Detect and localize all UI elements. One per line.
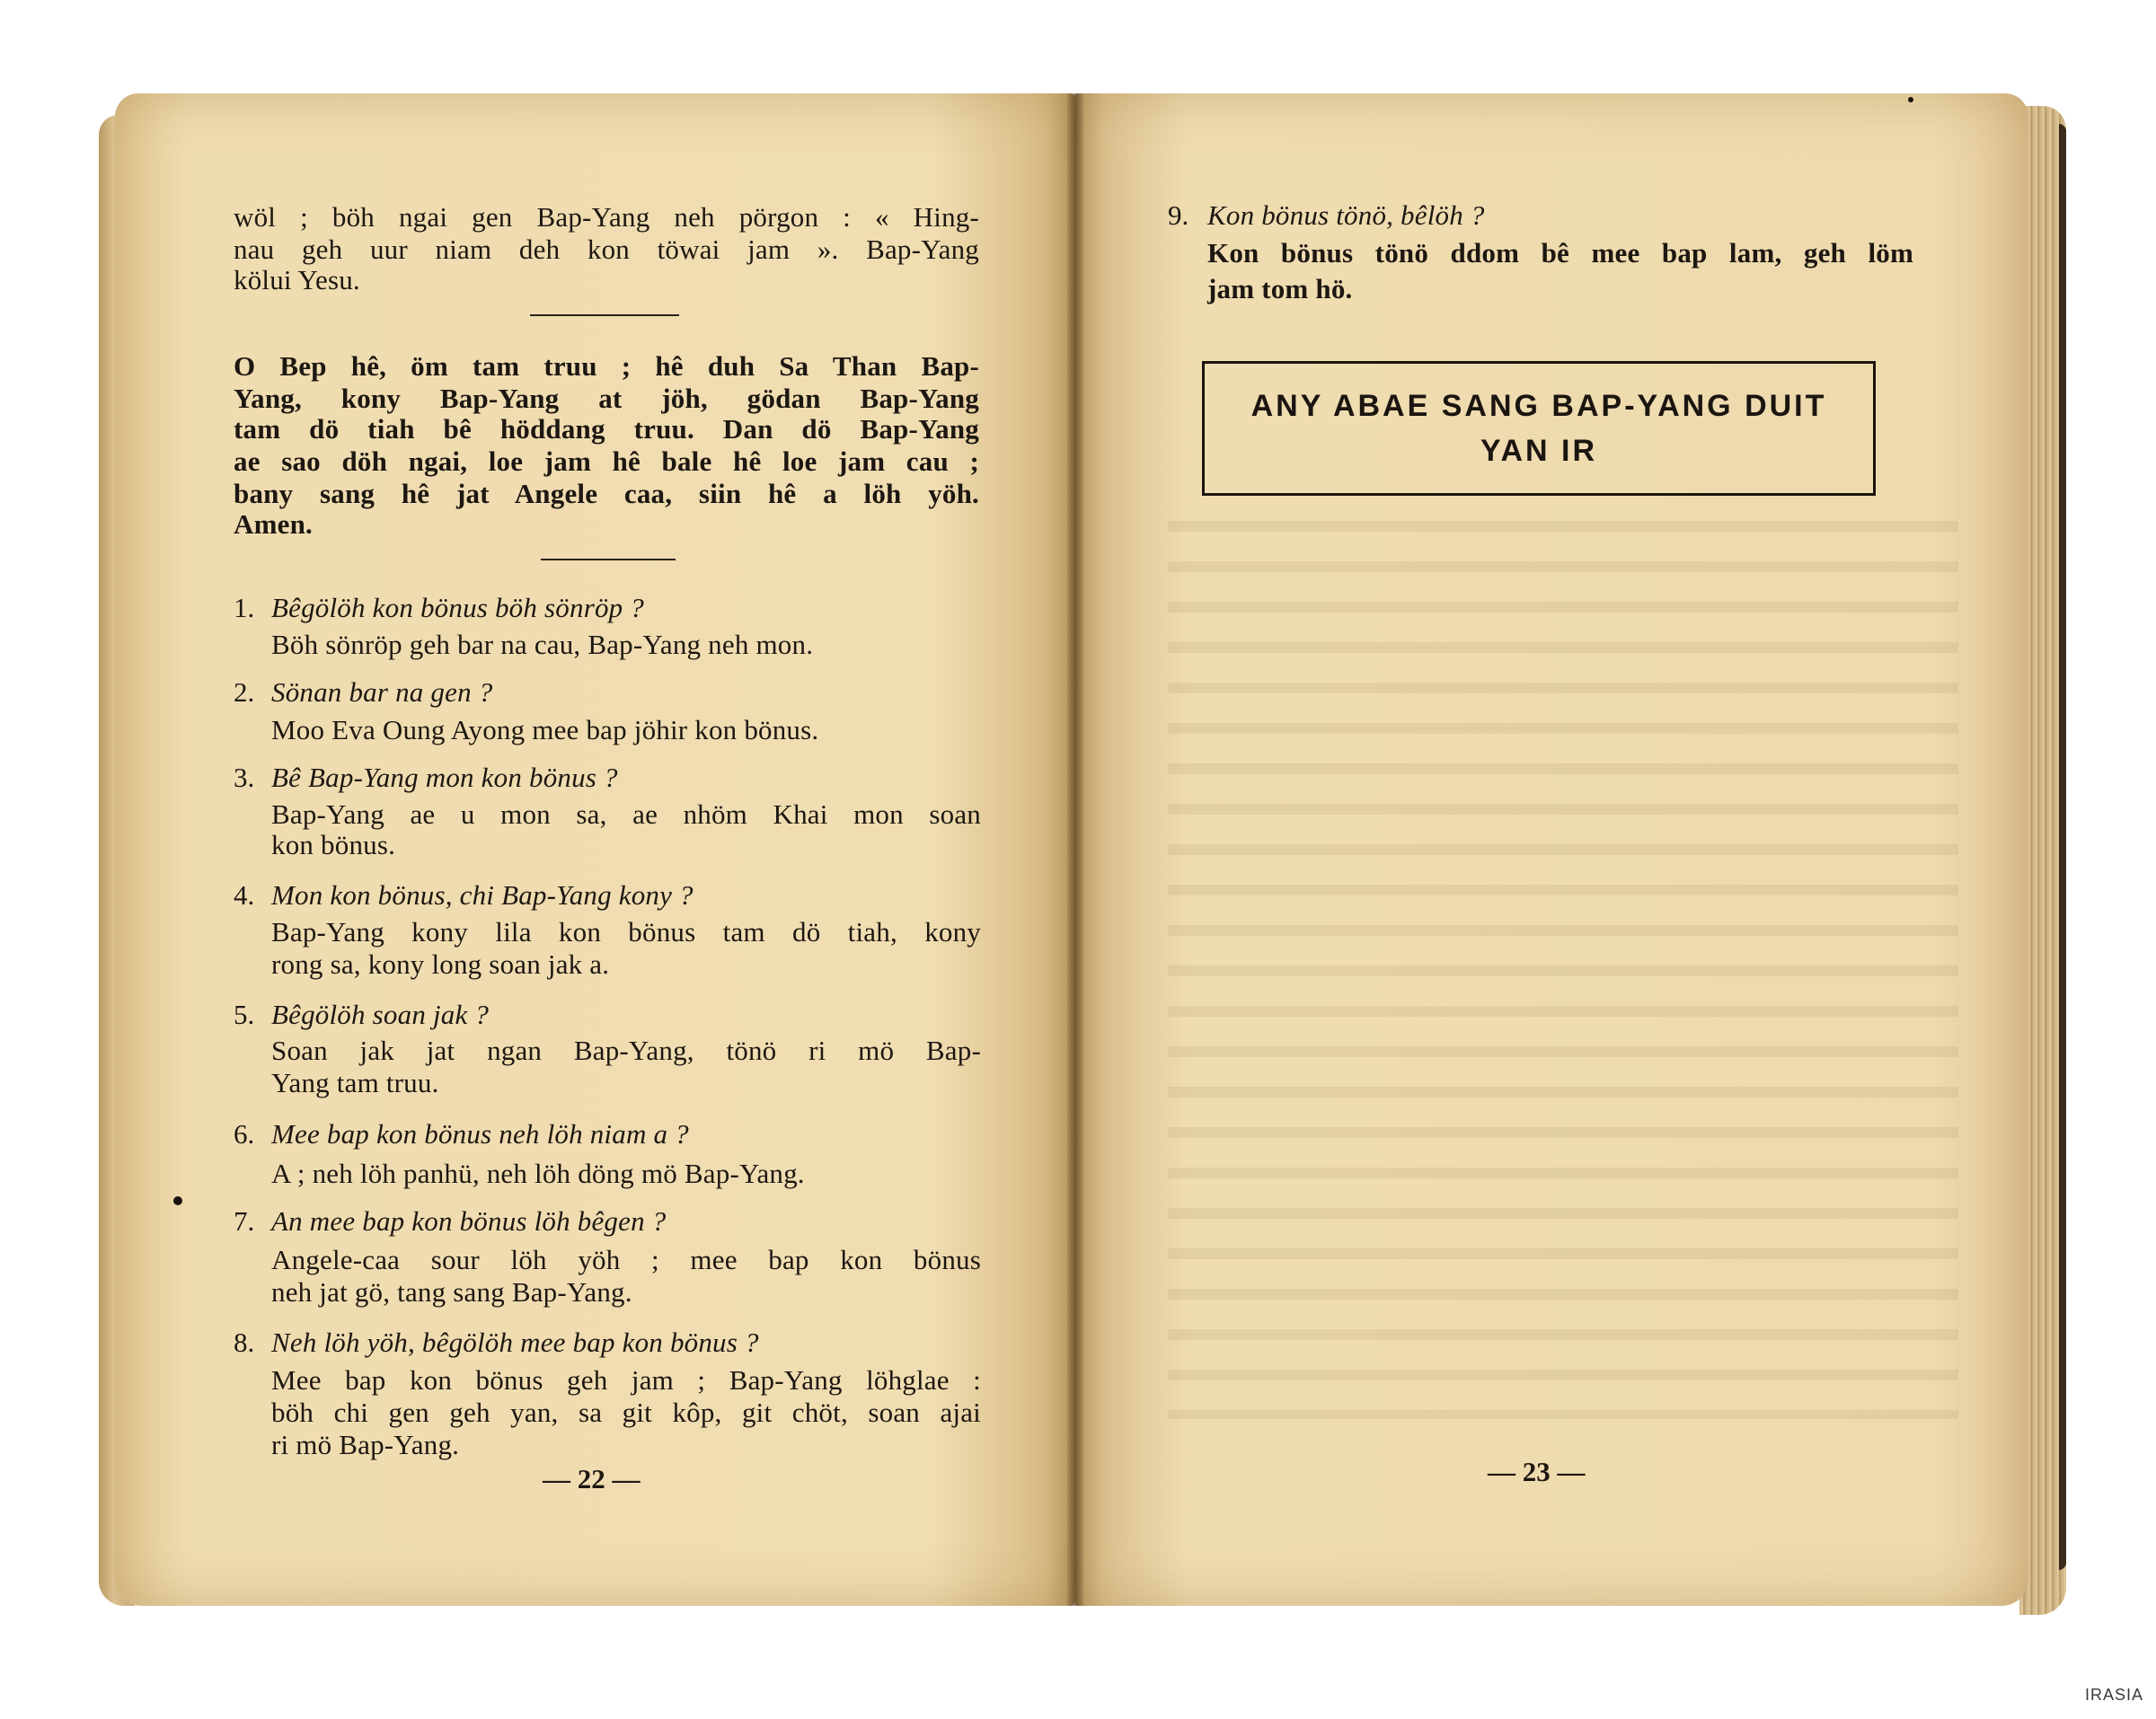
question-text: Mon kon bönus, chi Bap-Yang kony ? bbox=[271, 879, 694, 911]
answer-text: Mee bap kon bönus geh jam ; Bap-Yang löhglae : bbox=[271, 1364, 981, 1396]
boxed-heading-line-2: YAN IR bbox=[1480, 434, 1598, 468]
prayer-line-2: Yang, kony Bap-Yang at jöh, gödan Bap-Yang bbox=[234, 383, 979, 414]
answer-text: Angele-caa sour löh yöh ; mee bap kon bönus bbox=[271, 1244, 981, 1275]
prayer-line-1: O Bep hê, öm tam truu ; hê duh Sa Than Bap- bbox=[234, 350, 979, 382]
question-text: Neh löh yöh, bêgölöh mee bap kon bönus ? bbox=[271, 1327, 759, 1358]
question-text: Bê Bap-Yang mon kon bönus ? bbox=[271, 762, 618, 793]
question-number: 3. bbox=[234, 762, 255, 793]
question-text: Kon bönus tönö, bêlöh ? bbox=[1207, 199, 1485, 231]
paper-speck bbox=[1908, 97, 1913, 102]
question-number: 8. bbox=[234, 1327, 255, 1358]
answer-text: kon bönus. bbox=[271, 829, 396, 860]
page-number-right: — 23 — bbox=[1488, 1456, 1586, 1487]
opening-line-2: nau geh uur niam deh kon töwai jam ». Bap-Yang bbox=[234, 234, 979, 265]
question-number: 1. bbox=[234, 592, 255, 623]
question-text: Bêgölöh soan jak ? bbox=[271, 999, 490, 1030]
watermark-text: IRASIA bbox=[2084, 1686, 2143, 1704]
question-number: 2. bbox=[234, 676, 255, 708]
question-number: 4. bbox=[234, 879, 255, 911]
answer-text: A ; neh löh panhü, neh löh döng mö Bap-Yang. bbox=[271, 1158, 805, 1189]
question-text: Sönan bar na gen ? bbox=[271, 676, 493, 708]
answer-text: Bap-Yang ae u mon sa, ae nhöm Khai mon soan bbox=[271, 798, 981, 830]
opening-line-3: kölui Yesu. bbox=[234, 264, 360, 295]
answer-text: jam tom hö. bbox=[1207, 273, 1353, 304]
prayer-line-6: Amen. bbox=[234, 508, 313, 540]
answer-text: rong sa, kony long soan jak a. bbox=[271, 948, 610, 980]
section-divider bbox=[541, 559, 676, 560]
question-number: 5. bbox=[234, 999, 255, 1030]
opening-line-1: wöl ; böh ngai gen Bap-Yang neh pörgon : « Hing- bbox=[234, 201, 979, 233]
question-number: 7. bbox=[234, 1205, 255, 1237]
question-number: 6. bbox=[234, 1118, 255, 1150]
prayer-line-4: ae sao döh ngai, loe jam hê bale hê loe jam cau ; bbox=[234, 445, 979, 477]
page-number-left: — 22 — bbox=[543, 1463, 641, 1494]
prayer-line-5: bany sang hê jat Angele caa, siin hê a löh yöh. bbox=[234, 478, 979, 509]
book-gutter bbox=[1067, 93, 1083, 1606]
paper-speck bbox=[173, 1196, 182, 1205]
question-number: 9. bbox=[1168, 199, 1189, 231]
question-text: Mee bap kon bönus neh löh niam a ? bbox=[271, 1118, 689, 1150]
answer-text: Yang tam truu. bbox=[271, 1067, 439, 1098]
answer-text: Böh sönröp geh bar na cau, Bap-Yang neh mon. bbox=[271, 629, 814, 660]
show-through-texture bbox=[1168, 521, 1958, 1419]
answer-text: Kon bönus tönö ddom bê mee bap lam, geh löm bbox=[1207, 237, 1913, 269]
section-divider bbox=[530, 314, 679, 316]
question-text: Bêgölöh kon bönus böh sönröp ? bbox=[271, 592, 645, 623]
answer-text: böh chi gen geh yan, sa git kôp, git chöt, soan ajai bbox=[271, 1397, 981, 1428]
question-text: An mee bap kon bönus löh bêgen ? bbox=[271, 1205, 667, 1237]
answer-text: ri mö Bap-Yang. bbox=[271, 1429, 460, 1460]
boxed-heading bbox=[1202, 361, 1876, 496]
answer-text: Moo Eva Oung Ayong mee bap jöhir kon bönus. bbox=[271, 714, 819, 745]
answer-text: Soan jak jat ngan Bap-Yang, tönö ri mö Bap- bbox=[271, 1035, 981, 1066]
prayer-line-3: tam dö tiah bê höddang truu. Dan dö Bap-Yang bbox=[234, 413, 979, 445]
answer-text: neh jat gö, tang sang Bap-Yang. bbox=[271, 1276, 632, 1308]
answer-text: Bap-Yang kony lila kon bönus tam dö tiah, kony bbox=[271, 916, 981, 948]
boxed-heading-line-1: ANY ABAE SANG BAP-YANG DUIT bbox=[1250, 389, 1827, 423]
